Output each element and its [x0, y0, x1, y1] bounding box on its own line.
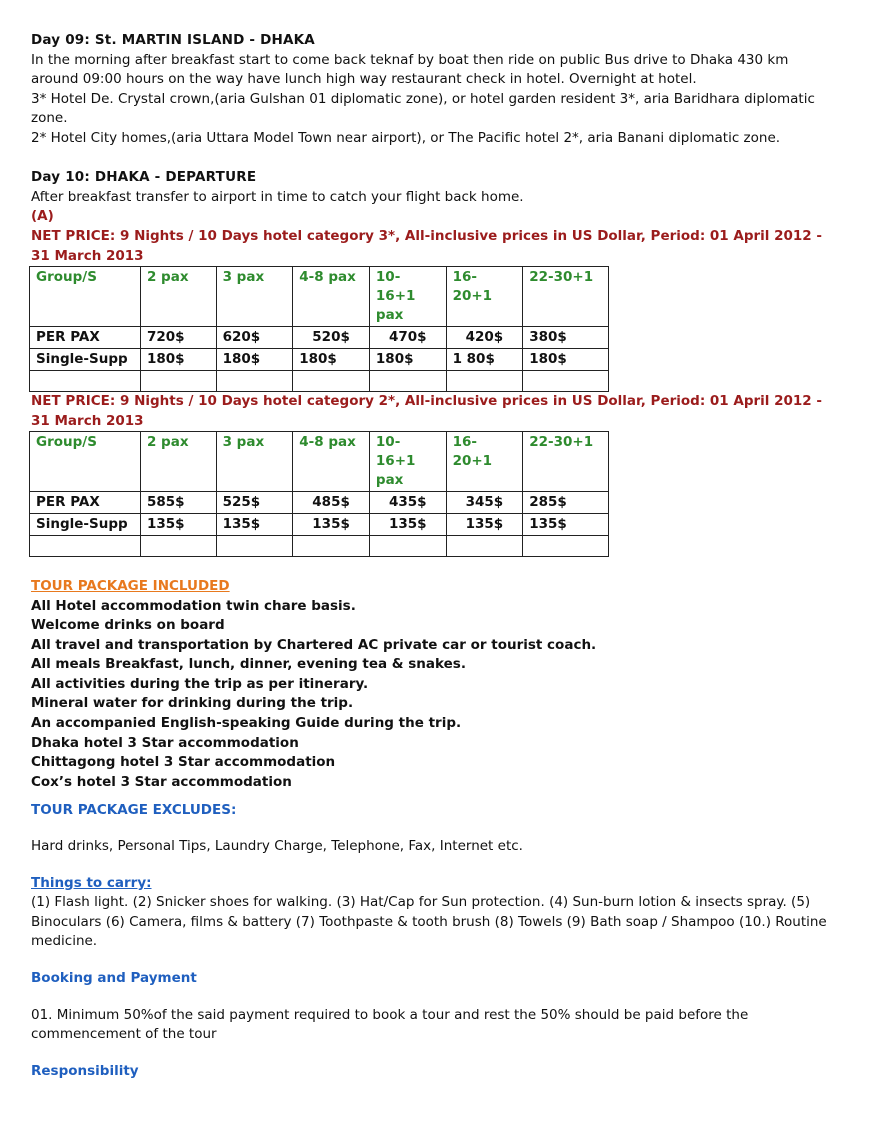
header-cell: 3 pax [216, 267, 293, 327]
header-cell: 16-20+1 [446, 432, 523, 492]
table-cell: 380$ [523, 327, 609, 349]
list-item: All activities during the trip as per itinerary. [31, 675, 369, 692]
table-cell: 285$ [523, 492, 609, 514]
table-header-row [30, 432, 609, 492]
table-cell: 135$ [369, 514, 446, 536]
responsibility-title: Responsibility [31, 1062, 139, 1079]
table-row [30, 492, 609, 514]
table-cell: 435$ [369, 492, 446, 514]
table-cell: 180$ [140, 349, 216, 371]
booking-text: 01. Minimum 50%of the said payment required to book a tour and rest the 50% should be paid before the commencement of the tour [31, 1006, 749, 1043]
list-item: Mineral water for drinking during the trip. [31, 695, 354, 712]
header-cell: Group/S [30, 432, 141, 492]
list-item: All Hotel accommodation twin chare basis. [31, 597, 356, 614]
carry-text: (1) Flash light. (2) Snicker shoes for walking. (3) Hat/Cap for Sun protection. (4) Sun-burn lotion & insects spray. (5) Binoculars (6) Camera, films & battery (7) Toothpaste & tooth brush (8) Towels (9) Bath soap / Shampoo (10.) Routine medicine. [31, 894, 827, 950]
day9-line-2: 3* Hotel De. Crystal crown,(aria Gulshan 01 diplomatic zone), or hotel garden resident 3*, aria Baridhara diplomatic zone. [31, 90, 815, 127]
day9-title: Day 09: St. MARTIN ISLAND - DHAKA [31, 32, 315, 48]
day10-title: Day 10: DHAKA - DEPARTURE [31, 169, 257, 186]
header-cell: 3 pax [216, 432, 293, 492]
header-cell: 2 pax [140, 267, 216, 327]
row-label: Single-Supp [30, 349, 141, 371]
header-cell: 4-8 pax [293, 432, 370, 492]
table-cell: 135$ [446, 514, 523, 536]
list-item: An accompanied English-speaking Guide during the trip. [31, 715, 462, 732]
price-table-3star [29, 266, 609, 392]
row-label: Single-Supp [30, 514, 141, 536]
booking-title: Booking and Payment [31, 970, 197, 986]
table-cell: 135$ [140, 514, 216, 536]
table-cell: 180$ [523, 349, 609, 371]
row-label: PER PAX [30, 327, 141, 349]
included-list [31, 597, 831, 793]
table-cell: 135$ [523, 514, 609, 536]
header-cell: 4-8 pax [293, 267, 370, 327]
table-cell: 135$ [216, 514, 293, 536]
table-cell: 135$ [293, 514, 370, 536]
day9-line-3: 2* Hotel City homes,(aria Uttara Model Town near airport), or The Pacific hotel 2*, aria Banani diplomatic zone. [31, 129, 781, 146]
table-cell: 180$ [369, 349, 446, 371]
list-item: Cox’s hotel 3 Star accommodation [31, 773, 292, 790]
header-cell: 10-16+1 pax [369, 267, 446, 327]
table-cell: 470$ [369, 327, 446, 349]
table-cell: 720$ [140, 327, 216, 349]
excludes-title: TOUR PACKAGE EXCLUDES: [31, 802, 237, 819]
row-label: PER PAX [30, 492, 141, 514]
list-item: Chittagong hotel 3 Star accommodation [31, 754, 336, 771]
table-row [30, 349, 609, 371]
price2-heading: NET PRICE: 9 Nights / 10 Days hotel category 2*, All-inclusive prices in US Dollar, Period: 01 April 2012 - 31 March 2013 [31, 393, 823, 429]
table-header-row [30, 267, 609, 327]
header-cell: 22-30+1 [523, 267, 609, 327]
excludes-text: Hard drinks, Personal Tips, Laundry Charge, Telephone, Fax, Internet etc. [31, 838, 523, 855]
day10-line: After breakfast transfer to airport in time to catch your flight back home. [31, 188, 524, 205]
price-table-2star [29, 431, 609, 557]
table-cell: 525$ [216, 492, 293, 514]
table-cell: 180$ [216, 349, 293, 371]
day10-marker: (A) [31, 208, 54, 225]
day9-line-1: In the morning after breakfast start to come back teknaf by boat then ride on public Bus drive to Dhaka 430 km around 09:00 hours on the way have lunch high way restaurant check in hotel. Overnight at hotel. [31, 51, 789, 88]
table-cell: 520$ [293, 327, 370, 349]
table-row [30, 327, 609, 349]
list-item: Welcome drinks on board [31, 617, 225, 634]
header-cell: 22-30+1 [523, 432, 609, 492]
table-cell: 620$ [216, 327, 293, 349]
document-page [31, 31, 831, 1081]
list-item: All meals Breakfast, lunch, dinner, evening tea & snakes. [31, 656, 466, 673]
table-cell: 420$ [446, 327, 523, 349]
header-cell: Group/S [30, 267, 141, 327]
table-row-empty [30, 371, 609, 392]
included-title: TOUR PACKAGE INCLUDED [31, 577, 230, 594]
table-cell: 485$ [293, 492, 370, 514]
list-item: All travel and transportation by Chartered AC private car or tourist coach. [31, 636, 597, 653]
table-row-empty [30, 536, 609, 557]
table-row [30, 514, 609, 536]
table-cell: 585$ [140, 492, 216, 514]
list-item: Dhaka hotel 3 Star accommodation [31, 734, 299, 751]
carry-title: Things to carry: [31, 874, 152, 891]
header-cell: 2 pax [140, 432, 216, 492]
header-cell: 16-20+1 [446, 267, 523, 327]
price3-heading: NET PRICE: 9 Nights / 10 Days hotel category 3*, All-inclusive prices in US Dollar, Period: 01 April 2012 - 31 March 2013 [31, 227, 823, 264]
table-cell: 1 80$ [446, 349, 523, 371]
table-cell: 180$ [293, 349, 370, 371]
table-cell: 345$ [446, 492, 523, 514]
header-cell: 10-16+1 pax [369, 432, 446, 492]
